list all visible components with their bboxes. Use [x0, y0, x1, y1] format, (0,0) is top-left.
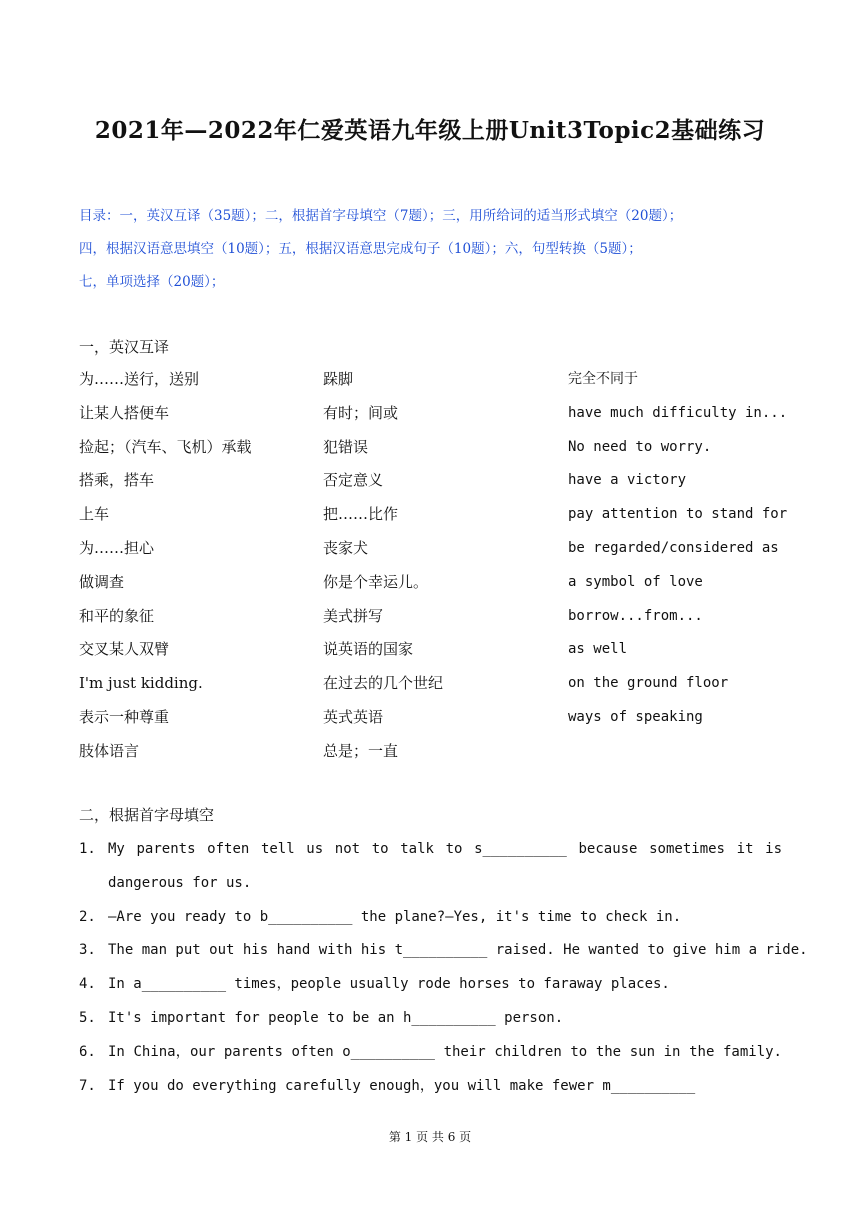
vocab-row	[79, 667, 799, 701]
vocab-cell: 总是；一直	[323, 741, 399, 760]
item-number: 6.	[79, 1043, 96, 1060]
vocab-row	[79, 566, 799, 600]
toc-line: 目录：一，英汉互译（35题）；二，根据首字母填空（7题）；三，用所给词的适当形式填空（20题）；	[79, 208, 683, 224]
vocab-cell: 有时；间或	[323, 403, 399, 422]
fill-item	[79, 1070, 782, 1104]
vocab-row	[79, 633, 799, 667]
vocab-cell: have much difficulty in...	[568, 404, 788, 421]
item-text: If you do everything carefully enough，you will make fewer m__________	[108, 1077, 696, 1094]
vocab-row	[79, 532, 799, 566]
fill-item	[79, 1036, 782, 1070]
document-title: 2021年—2022年仁爱英语九年级上册Unit3Topic2基础练习	[94, 117, 766, 144]
vocab-cell: 说英语的国家	[323, 640, 414, 659]
vocab-cell: borrow...from...	[568, 607, 703, 624]
section2-heading: 二，根据首字母填空	[79, 806, 215, 824]
fill-in-list	[79, 833, 808, 1103]
vocab-cell: 为……担心	[79, 538, 155, 557]
vocab-cell: a symbol of love	[568, 573, 703, 590]
vocab-cell: 你是个幸运儿。	[323, 572, 429, 591]
vocab-cell: 把……比作	[323, 505, 399, 524]
section1-heading: 一，英汉互译	[79, 338, 170, 356]
vocab-row	[79, 363, 799, 397]
vocab-cell: 表示一种尊重	[79, 707, 170, 726]
vocab-cell: 为……送行，送别	[79, 370, 200, 388]
vocab-cell: 上车	[79, 505, 110, 524]
table-of-contents	[79, 200, 799, 299]
vocab-cell: 跺脚	[323, 370, 354, 388]
item-number: 5.	[79, 1009, 96, 1026]
vocab-cell: 肢体语言	[79, 741, 140, 760]
vocab-cell: be regarded/considered as	[568, 539, 779, 556]
vocab-cell: 丧家犬	[323, 538, 369, 557]
vocab-cell: ways of speaking	[568, 708, 703, 725]
vocab-cell: on the ground floor	[568, 675, 729, 692]
vocab-cell: 和平的象征	[79, 606, 155, 625]
vocab-cell: 捡起；（汽车、飞机）承载	[79, 437, 252, 456]
vocab-cell: 让某人搭便车	[79, 403, 170, 422]
vocab-row	[79, 464, 799, 498]
item-text: In China，our parents often o__________ their children to the sun in the family.	[108, 1043, 782, 1060]
item-text: dangerous for us.	[108, 874, 252, 891]
item-number: 4.	[79, 976, 96, 993]
vocab-cell: have a victory	[568, 472, 687, 489]
toc-line: 七，单项选择（20题）；	[79, 274, 225, 290]
fill-item	[79, 1002, 782, 1036]
vocab-cell: I'm just kidding.	[79, 674, 203, 693]
item-text: It's important for people to be an h__________ person.	[108, 1009, 564, 1026]
vocab-cell: 犯错误	[323, 437, 369, 456]
item-text: —Are you ready to b__________ the plane?—Yes, it's time to check in.	[108, 908, 682, 925]
vocab-cell: No need to worry.	[568, 438, 712, 455]
item-text: The man put out his hand with his t__________ raised. He wanted to give him a ride.	[108, 942, 808, 959]
vocab-cell: 美式拼写	[323, 606, 384, 625]
vocab-cell: pay attention to stand for	[568, 506, 788, 523]
vocab-row	[79, 600, 799, 634]
fill-item	[79, 934, 808, 968]
vocab-cell: 完全不同于	[568, 371, 638, 387]
item-number: 2.	[79, 908, 96, 925]
page-footer: 第 1 页 共 6 页	[388, 1130, 472, 1144]
vocab-row	[79, 397, 799, 431]
vocab-cell: as well	[568, 641, 628, 658]
vocab-row	[79, 735, 799, 769]
vocab-cell: 在过去的几个世纪	[323, 674, 444, 693]
item-number: 7.	[79, 1077, 96, 1094]
item-text: In a__________ times，people usually rode horses to faraway places.	[108, 976, 670, 993]
item-number: 3.	[79, 942, 96, 959]
vocab-cell: 交叉某人双臂	[79, 640, 170, 659]
vocab-cell: 搭乘，搭车	[79, 471, 155, 490]
vocab-cell: 做调查	[79, 572, 125, 591]
vocab-table	[79, 363, 799, 769]
vocab-cell: 英式英语	[323, 707, 384, 726]
fill-item	[79, 901, 782, 935]
item-text: My parents often tell us not to talk to s__________ because sometimes it is	[108, 841, 782, 857]
vocab-row	[79, 498, 799, 532]
fill-item	[79, 968, 782, 1002]
vocab-cell: 否定意义	[323, 471, 384, 490]
item-number: 1.	[79, 841, 96, 857]
vocab-row	[79, 701, 799, 735]
toc-line: 四，根据汉语意思填空（10题）；五，根据汉语意思完成句子（10题）；六，句型转换（5题）；	[79, 241, 642, 257]
vocab-row	[79, 431, 799, 465]
fill-item	[79, 833, 782, 901]
